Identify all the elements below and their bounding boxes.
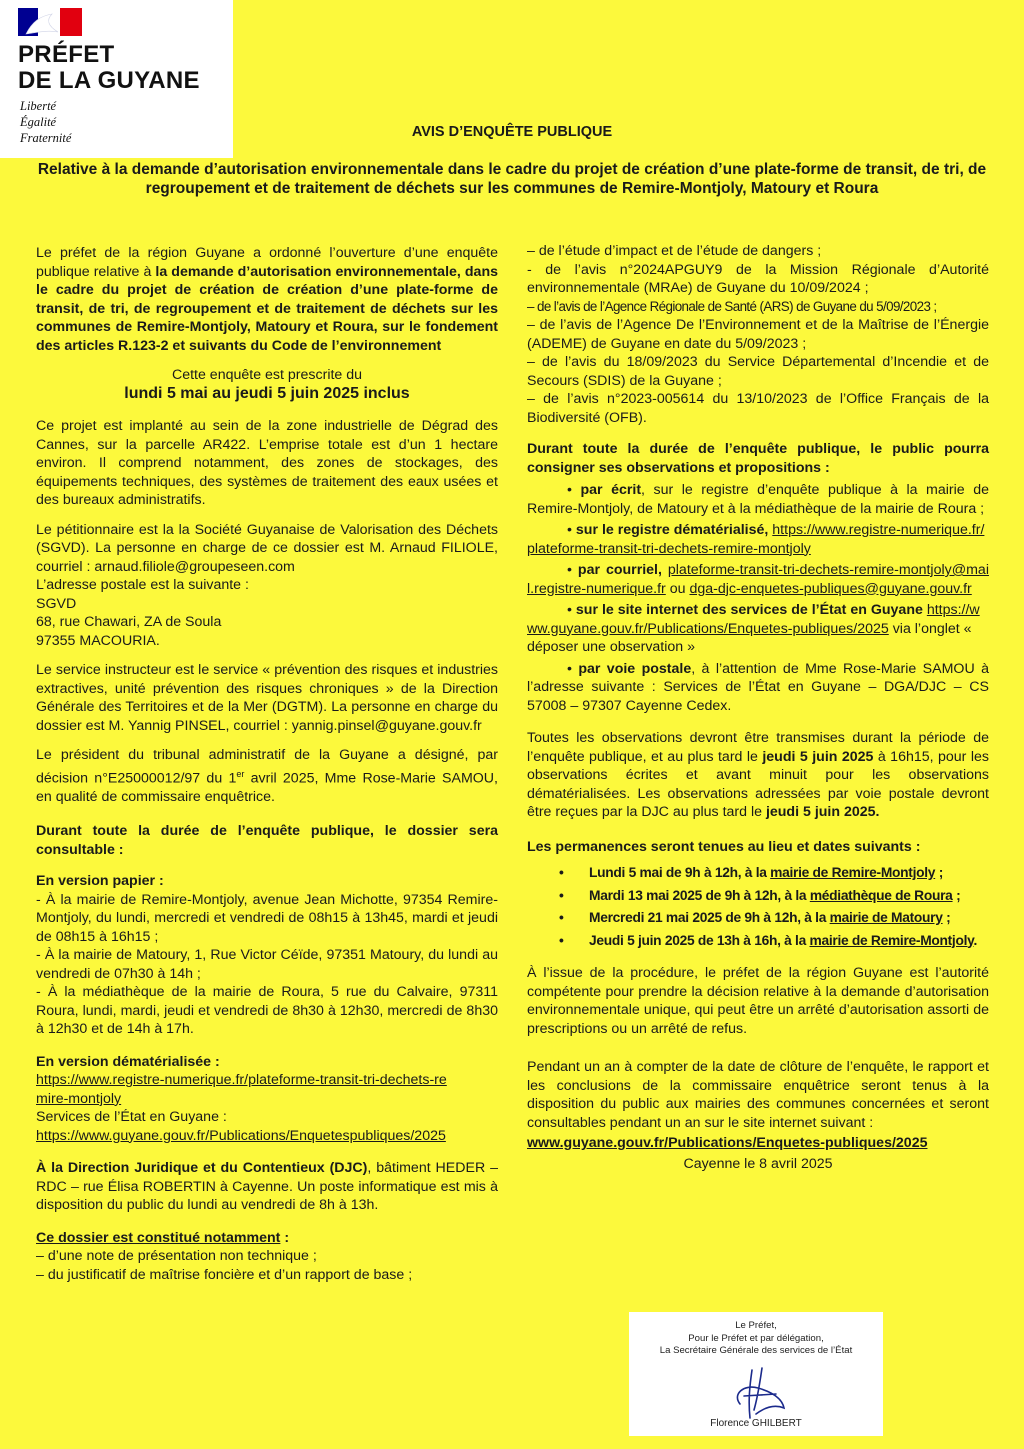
- obs-site-text: via l’onglet « déposer une observation »: [527, 620, 972, 655]
- permanence-item: [527, 909, 989, 928]
- registre-link[interactable]: https://www.registre-numerique.fr/plateforme-transit-tri-dechets-remire-montjoly: [36, 1072, 447, 1107]
- signature-line2: Pour le Préfet et par délégation,: [688, 1332, 824, 1344]
- one-year-paragraph: Pendant un an à compter de la date de clôture de l’enquête, le rapport et les conclusions de la commissaire enquêtrice seront tenus à la disposition du public aux mairies des communes concernées et seront consultables pendant un an sur le site internet suivant :: [527, 1059, 989, 1131]
- paper-version: [36, 872, 498, 1039]
- obs-courriel-or: ou: [665, 580, 690, 597]
- signatory-name: Florence GHILBERT: [710, 1418, 802, 1429]
- permanence-place: mairie de Remire-Montjoly: [770, 865, 936, 880]
- permanence-end: .: [973, 932, 978, 948]
- bullet-icon: •: [559, 910, 564, 925]
- left-column: [36, 244, 498, 1295]
- permanence-end: ;: [952, 887, 961, 903]
- dossier-item-note: – d’une note de présentation non technique ;: [36, 1248, 317, 1265]
- intro-bold-text: la demande d’autorisation environnementale, dans le cadre du projet de création de création d’une plate-forme de transit, de tri, de regroupement et de traitement de déchets sur les communes de Remire-Montjoly, Matoury et Roura, sur le fondement des articles R.123-2 et suivants du Code de l’environnement: [36, 263, 498, 354]
- obs-ecrit-text: , sur le registre d’enquête publique à la mairie de Remire-Montjoly, de Matoury et à la médiathèque de la mairie de Roura ;: [527, 482, 989, 517]
- permanence-date: Lundi 5 mai de 9h à 12h, à la: [589, 865, 771, 880]
- dossier-heading: Ce dossier est constitué notamment: [36, 1229, 281, 1246]
- signature-text: [629, 1320, 883, 1358]
- bullet-icon: •: [567, 562, 578, 578]
- permanences-heading: Les permanences seront tenues au lieu et dates suivants :: [527, 838, 921, 855]
- obs-item-courriel: [527, 561, 989, 598]
- obs-registre-bold: sur le registre dématérialisé,: [575, 522, 769, 538]
- permanence-date: Jeudi 5 juin 2025 de 13h à 16h, à la: [589, 932, 810, 948]
- prefet-title: [18, 42, 200, 94]
- petitioner-paragraph: [36, 521, 498, 651]
- permanence-end: ;: [942, 910, 951, 925]
- right-column: [527, 242, 989, 1184]
- motto-egalite: Égalité: [20, 115, 57, 129]
- djc-paragraph: [36, 1159, 498, 1215]
- djc-text: , bâtiment HEDER – RDC – rue Élisa ROBERTIN à Cayenne. Un poste informatique est mis à disposition du public du lundi au vendredi de 8h à 13h.: [36, 1160, 498, 1214]
- intro-text: Le préfet de la région Guyane a ordonné l’ouverture d’une enquête publique relative à: [36, 245, 498, 280]
- obs-postale-bold: par voie postale: [578, 660, 692, 677]
- signature-block: [629, 1312, 883, 1436]
- intro-paragraph: [36, 244, 498, 355]
- obs-registre-link[interactable]: https://www.registre-numerique.fr/plateforme-transit-tri-dechets-remire-montjoly: [527, 522, 985, 557]
- permanence-place: mairie de Remire-Montjoly: [809, 932, 974, 948]
- dossier-item-ofb: – de l’avis n°2023-005614 du 13/10/2023 de l’Office Français de la Biodiversité (OFB).: [527, 391, 989, 426]
- permanence-place: médiathèque de Roura: [809, 887, 953, 903]
- services-label: Services de l’État en Guyane :: [36, 1109, 227, 1126]
- obs-item-postale: [527, 660, 989, 716]
- permanence-place: mairie de Matoury: [829, 910, 943, 925]
- inquiry-period: [36, 366, 498, 403]
- handwritten-signature-icon: [724, 1364, 794, 1424]
- bullet-icon: •: [567, 482, 581, 498]
- date-line: Cayenne le 8 avril 2025: [683, 1155, 833, 1172]
- tribunal-text-a: Le président du tribunal administratif de la Guyane a désigné, par décision n°E25000012/97 du 1: [36, 747, 498, 787]
- service-paragraph: Le service instructeur est le service « prévention des risques et industries extractives, unité prévention des risques chroniques » de la Direction Générale des Territoires et de la Mer (DGTM). La personne en charge du dossier est M. Yannig PINSEL, courriel : yannig.pinsel@guyane.gouv.fr: [36, 662, 498, 734]
- obs-postale-text: , à l’attention de Mme Rose-Marie SAMOU à l’adresse suivante : Services de l’État en Guyane – DGA/DJC – CS 57008 – 97307 Cayenne Cedex.: [527, 660, 989, 714]
- deadline-date-2: jeudi 5 juin 2025.: [765, 804, 880, 820]
- marianne-flag-icon: [18, 8, 82, 36]
- prefet-title-line1: PRÉFET: [18, 41, 115, 68]
- address-line2: 68, rue Chawari, ZA de Soula: [36, 614, 222, 630]
- obs-mail-djc-link[interactable]: dga-djc-enquetes-publiques@guyane.gouv.fr: [689, 580, 972, 597]
- bullet-icon: •: [559, 865, 564, 880]
- permanences-list: [527, 864, 989, 950]
- deadline-text-a: Toutes les observations devront être transmises durant la période de l’enquête publique, et au plus tard le: [527, 730, 989, 765]
- consult-heading: Durant toute la durée de l’enquête publique, le dossier sera consultable :: [36, 823, 498, 858]
- bullet-icon: •: [559, 932, 564, 948]
- obs-site-bold: sur le site internet des services de l’État en Guyane: [575, 602, 923, 618]
- obs-item-site: [527, 601, 989, 657]
- paper-item-matoury: - À la mairie de Matoury, 1, Rue Victor Céïde, 97351 Matoury, du lundi au vendredi de 07h30 à 14h ;: [36, 947, 498, 982]
- dossier-colon: :: [280, 1229, 290, 1246]
- permanence-date: Mercredi 21 mai 2025 de 9h à 12h, à la: [589, 910, 830, 925]
- prescribed-text: Cette enquête est prescrite du: [171, 367, 363, 383]
- bullet-icon: •: [567, 602, 576, 618]
- obs-site-link[interactable]: https://www.guyane.gouv.fr/Publications/Enquetes-publiques/2025: [527, 602, 980, 637]
- tribunal-sup: er: [236, 768, 245, 779]
- paper-item-roura: - À la médiathèque de la mairie de Roura, 5 rue du Calvaire, 97311 Roura, lundi, mardi, jeudi et vendredi de 8h30 à 12h30, mercredi de 8h30 à 12h30 et de 14h à 17h.: [36, 984, 498, 1038]
- tribunal-paragraph: [36, 746, 498, 806]
- motto-liberte: Liberté: [20, 99, 57, 113]
- prefet-title-line2: DE LA GUYANE: [18, 67, 200, 94]
- paper-item-remire: - À la mairie de Remire-Montjoly, avenue Jean Michotte, 97354 Remire-Montjoly, du lundi, mercredi et vendredi de 08h15 à 13h45, mardi et jeudi de 08h15 à 16h15 ;: [36, 891, 498, 945]
- dossier-item-etude: – de l’étude d’impact et de l’étude de dangers ;: [527, 243, 822, 259]
- petitioner-text: Le pétitionnaire est la la Société Guyanaise de Valorisation des Déchets (SGVD). La personne en charge de ce dossier est M. Arnaud FILIOLE, courriel : arnaud.filiole@groupeseen.com: [36, 521, 498, 575]
- obs-item-registre: [527, 521, 989, 558]
- obs-courriel-bold: par courriel,: [577, 562, 662, 578]
- dossier-item-justificatif: – du justificatif de maîtrise foncière et d’un rapport de base ;: [36, 1266, 413, 1283]
- dossier-contents: [36, 1229, 498, 1285]
- notice-title: AVIS D’ENQUÊTE PUBLIQUE: [411, 124, 613, 140]
- deadline-date-1: jeudi 5 juin 2025: [762, 748, 874, 765]
- inquiry-dates: lundi 5 mai au jeudi 5 juin 2025 inclus: [124, 384, 410, 402]
- tribunal-text-b: avril 2025, Mme Rose-Marie SAMOU, en qualité de commissaire enquêtrice.: [36, 770, 498, 805]
- bullet-icon: •: [567, 660, 579, 677]
- project-paragraph: Ce projet est implanté au sein de la zone industrielle de Dégrad des Cannes, sur la parcelle AR422. L’emprise totale est d’un 1 hectare environ. Il comprend notamment, des zones de stockages, des équipements techniques, des systèmes de traitement des eaux usées et des bureaux administratifs.: [36, 418, 498, 508]
- paper-heading: En version papier :: [36, 873, 164, 890]
- digital-heading: En version dématérialisée :: [36, 1053, 220, 1070]
- deadline-paragraph: [527, 729, 989, 822]
- obs-ecrit-bold: par écrit: [580, 482, 642, 498]
- permanence-item: [527, 932, 989, 951]
- permanence-item: [527, 887, 989, 906]
- djc-bold: À la Direction Juridique et du Contentieux (DJC): [36, 1160, 368, 1177]
- signature-line3: La Secrétaire Générale des services de l’État: [659, 1345, 853, 1356]
- address-intro: L’adresse postale est la suivante :: [36, 577, 249, 593]
- obs-item-ecrit: [527, 481, 989, 518]
- address-line1: SGVD: [36, 595, 77, 612]
- dossier-item-mrae: - de l’avis n°2024APGUY9 de la Mission Régionale d’Autorité environnementale (MRAe) de Guyane du 10/09/2024 ;: [527, 261, 989, 296]
- guyane-gouv-link[interactable]: https://www.guyane.gouv.fr/Publications/Enquetespubliques/2025: [36, 1127, 446, 1144]
- issue-paragraph: À l’issue de la procédure, le préfet de la région Guyane est l’autorité compétente pour prendre la décision relative à la demande d’autorisation environnementale unique, qui peut être un arrêté d’autorisation assorti de prescriptions ou un arrêté de refus.: [527, 965, 989, 1037]
- dossier-item-sdis: – de l’avis du 18/09/2023 du Service Départemental d’Incendie et de Secours (SDIS) de la Guyane ;: [527, 354, 989, 389]
- permanence-date: Mardi 13 mai 2025 de 9h à 12h, à la: [589, 887, 810, 903]
- bullet-icon: •: [559, 887, 564, 903]
- digital-version: [36, 1053, 498, 1146]
- permanence-item: [527, 864, 989, 883]
- observations-heading: Durant toute la durée de l’enquête publique, le public pourra consigner ses observations et propositions :: [527, 441, 989, 476]
- motto-fraternite: Fraternité: [20, 131, 72, 145]
- deadline-text-c: à 16h15, pour les observations écrites et avant minuit pour les observations dématérialisées. Les observations adressées par voie postale devront être reçues par la DJC au plus tard le: [527, 748, 989, 820]
- bullet-icon: •: [567, 522, 576, 538]
- permanence-end: ;: [935, 865, 943, 880]
- obs-mail-registre-link[interactable]: plateforme-transit-tri-dechets-remire-montjoly@mail.registre-numerique.fr: [527, 562, 989, 597]
- address-line3: 97355 MACOURIA.: [36, 632, 160, 649]
- notice-subtitle: Relative à la demande d’autorisation environnementale dans le cadre du projet de création d’une plate-forme de transit, de tri, de regroupement et de traitement de déchets sur les communes de Remire-Montjoly, Matoury et Roura: [37, 161, 987, 197]
- dossier-item-ademe: – de l’avis de l’Agence De l’Environnement et de la Maîtrise de l’Énergie (ADEME) de Guyane en date du 5/09/2023 ;: [527, 317, 989, 352]
- dossier-item-ars: – de l’avis de l’Agence Régionale de Santé (ARS) de Guyane du 5/09/2023 ;: [527, 298, 937, 314]
- final-link[interactable]: www.guyane.gouv.fr/Publications/Enquetes-publiques/2025: [527, 1135, 928, 1151]
- signature-line1: Le Préfet,: [735, 1320, 777, 1331]
- dossier-continued: [527, 242, 989, 427]
